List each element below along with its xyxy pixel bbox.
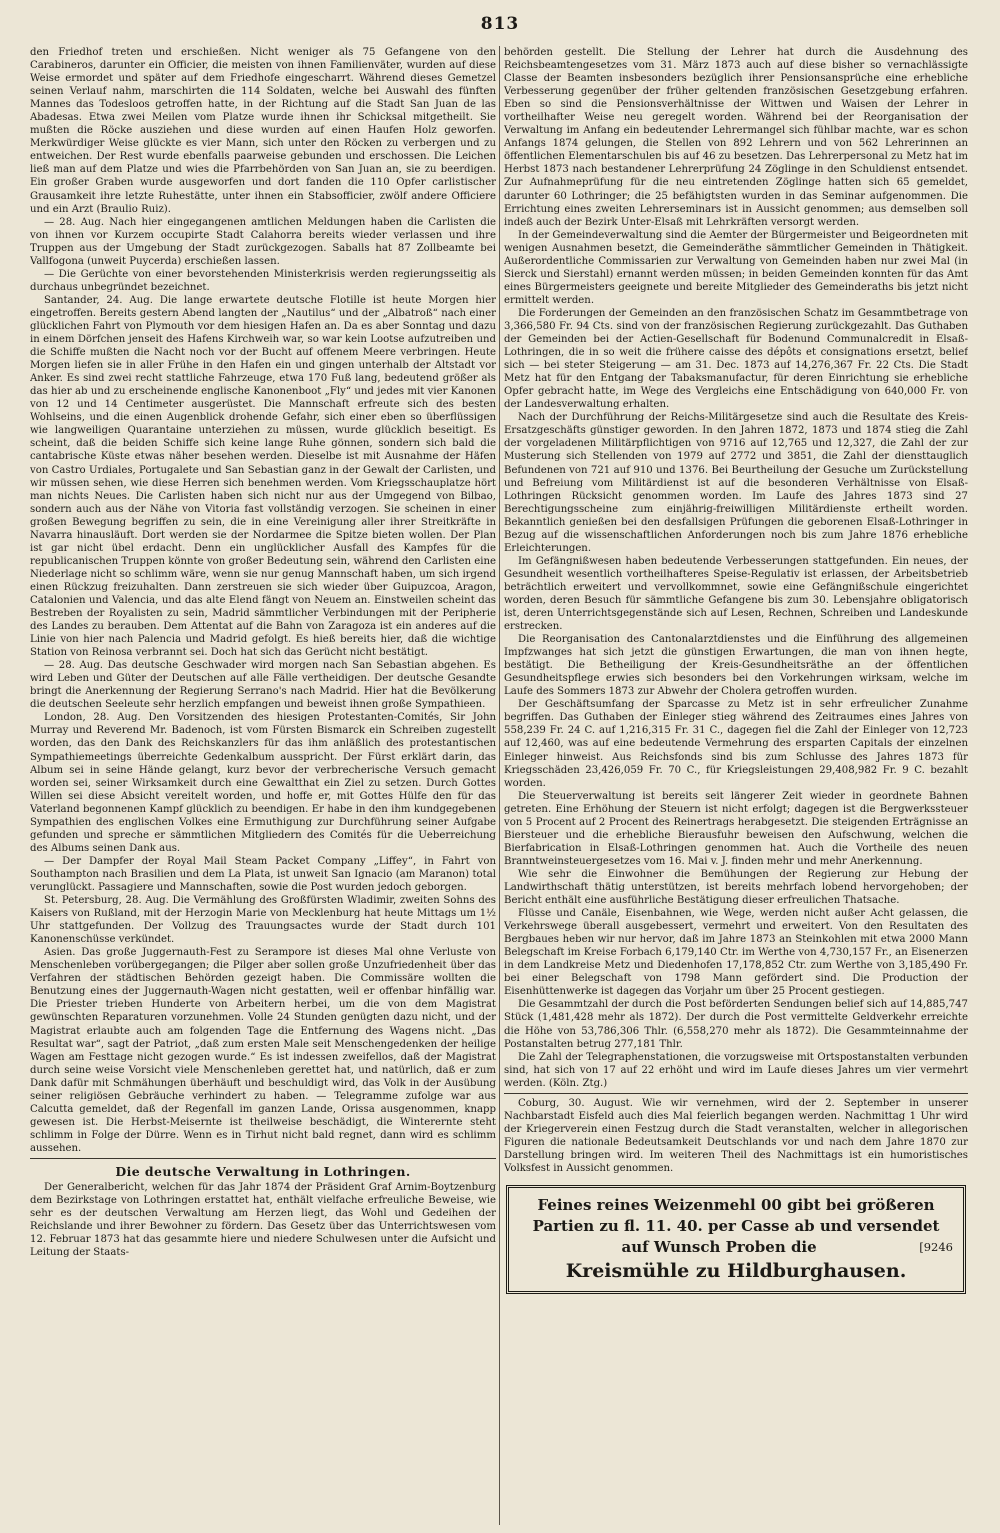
article-paragraph: Coburg, 30. August. Wie wir vernehmen, wird der 2. September in unserer Nachbarstadt Eisfeld auch dies Mal feierlich begangen werden. Nachmittag 1 Uhr wird der Kriegerverein einen Festzug durch die Stadt veranstalten, welcher in allegorischen Figuren die nationale Bedeutsamkeit Deutschlands vor und nach dem Jahre 1870 zur Darstellung bringen wird. Im weiteren Theil des Nachmittags ist ein humoristisches Volksfest in Aussicht genommen. [504, 1097, 968, 1174]
article-paragraph: Flüsse und Canäle, Eisenbahnen, wie Wege, werden nicht außer Acht gelassen, die Verkehrswege überall ausgebessert, vermehrt und erweitert. Von den Resultaten des Bergbaues heben wir nur hervor, daß im Jahre 1873 an Steinkohlen mit etwa 2000 Mann Belegschaft im Kreise Forbach 6,179,140 Ctr. im Werthe von 4,730,157 Fr., an Eisenerzen in dem Landkreise Metz und Diedenhofen 17,178,852 Ctr. zum Werthe von 3,185,490 Fr. bei einer Belegschaft von 1798 Mann gefördert sind. Die Production der Eisenhüttenwerke ist dagegen das Vorjahr um über 25 Procent gestiegen. [504, 908, 968, 998]
article-paragraph: In der Gemeindeverwaltung sind die Aemter der Bürgermeister und Beigeordneten mit wenigen Ausnahmen besetzt, die Gemeinderäthe sämmtlicher Gemeinden in Thätigkeit. Außerordentliche Commissarien zur Verwaltung von Gemeinden haben nur zwei Mal (in Sierck und Sierstahl) ernannt werden müssen; in beiden Gemeinden konnten für das Amt eines Bürgermeisters geeignete und bereite Mitglieder des Gemeinderaths bis jetzt nicht ermittelt werden. [504, 229, 968, 306]
article-paragraph: den Friedhof treten und erschießen. Nicht weniger als 75 Gefangene von den Carabineros, darunter ein Officier, die meisten von ihnen Familienväter, wurden auf diese Weise ermordet und später auf dem Friedhofe eingescharrt. Während dieses Gemetzel seinen Verlauf nahm, marschirten die 114 Soldaten, welche bei Auswahl des fünften Mannes das Todesloos getroffen hatte, in der Richtung auf die Stadt San Juan de las Abadesas. Etwa zwei Meilen vom Platze wurde ihnen ihr Schicksal mitgetheilt. Sie mußten die Röcke ausziehen und diese wurden auf einen Haufen Holz geworfen. Merkwürdiger Weise glückte es vier Mann, sich unter den Röcken zu verbergen und zu entweichen. Der Rest wurde ebenfalls paarweise gebunden und erschossen. Die Leichen ließ man auf dem Platze und wies die Pfarrbehörden von San Juan an, sie zu beerdigen. Ein großer Graben wurde ausgeworfen und dort fanden die 110 Opfer carlistischer Grausamkeit ihre letzte Ruhestätte, unter ihnen ein Stabsofficier, zwölf andere Officiere und ein Arzt (Braulio Ruiz). [30, 47, 496, 215]
article-paragraph: Die Forderungen der Gemeinden an den französischen Schatz im Gesammtbetrage von 3,366,580 Fr. 94 Cts. sind von der französischen Regierung zurückgezahlt. Das Guthaben der Gemeinden bei der Actien-Gesellschaft für Bodenund Communalcredit in Elsaß-Lothringen, die in so weit die frühere caisse des dépôts et consignations ersetzt, belief sich — bei steter Steigerung — am 31. Dec. 1873 auf 14,276,367 Fr. 22 Cts. Die Stadt Metz hat für den Entgang der Tabaksmanufactur, für deren Einrichtung sie erhebliche Opfer gebracht hatte, im Wege des Vergleichs eine Entschädigung von 640,000 Fr. von der Landesverwaltung erhalten. [504, 307, 968, 411]
article-paragraph: Die Steuerverwaltung ist bereits seit längerer Zeit wieder in geordnete Bahnen getreten. Eine Erhöhung der Steuern ist nicht erfolgt; dagegen ist die Bergwerkssteuer von 5 Procent auf 2 Procent des Reinertrags herabgesetzt. Die steigenden Erträgnisse an Biersteuer und die erhebliche Bierausfuhr beweisen den Aufschwung, welchen die Bierfabrication in Elsaß-Lothringen genommen hat. Auch die Vortheile des neuen Branntweinsteuergesetzes vom 16. Mai v. J. finden mehr und mehr Anerkennung. [504, 790, 968, 867]
article-paragraph: Die Reorganisation des Cantonalarztdienstes und die Einführung des allgemeinen Impfzwanges hat sich jetzt die günstigen Erwartungen, die man von ihnen hegte, bestätigt. Die Betheiligung der Kreis-Gesundheitsräthe an der öffentlichen Gesundheitspflege erwies sich besonders bei den Vorkehrungen wirksam, welche im Laufe des Sommers 1873 zur Abwehr der Cholera getroffen wurden. [504, 634, 968, 698]
section-divider [30, 1158, 496, 1159]
ad-line: Feines reines Weizenmehl 00 gibt bei größeren [537, 1196, 935, 1215]
section-divider [504, 1093, 968, 1094]
article-paragraph: Santander, 24. Aug. Die lange erwartete deutsche Flotille ist heute Morgen hier eingetroffen. Bereits gestern Abend langten der „Nautilus“ und der „Albatroß“ nach einer glücklichen Fahrt von Plymouth vor dem hiesigen Hafen an. Da es aber Sonntag und dazu in einem Dörfchen jenseit des Hafens Kirchweih war, so war kein Lootse aufzutreiben und die Schiffe mußten die Nacht noch vor der Bucht auf offenem Meere verbringen. Heute Morgen liefen sie in aller Frühe in den Hafen ein und gingen unterhalb der Altstadt vor Anker. Es sind zwei recht stattliche Fahrzeuge, etwa 170 Fuß lang, bedeutend größer als das hier ab und zu erscheinende englische Kanonenboot „Fly“ und jedes mit vier Kanonen von 12 und 14 Centimeter ausgerüstet. Die Mannschaft erfreute sich des besten Wohlseins, und die einen Augenblick drohende Gefahr, sich einer eben so überflüssigen wie langweiligen Quarantaine unterziehen zu müssen, wurde glücklich beseitigt. Es scheint, daß die beiden Schiffe sich keine lange Ruhe gönnen, sondern sich bald die cantabrische Küste etwas näher besehen werden. Dieselbe ist mit Ausnahme der Häfen von Castro Urdiales, Portugalete und San Sebastian ganz in der Gewalt der Carlisten, und wir müssen sehen, wie diese Herren sich benehmen werden. Vom Kriegsschauplatze hört man nichts Neues. Die Carlisten haben sich nicht nur aus der Umgegend von Bilbao, sondern auch aus der Nähe von Vitoria fast vollständig verzogen. Sie scheinen in einer großen Bewegung begriffen zu sein, die in eine Vereinigung aller ihrer Streitkräfte in Navarra hinausläuft. Dort werden sie der Nordarmee die Spitze bieten wollen. Der Plan ist gar nicht übel erdacht. Denn ein unglücklicher Ausfall des Kampfes für die republicanischen Truppen könnte von großer Bedeutung sein, während den Carlisten eine Niederlage nicht so schlimm wäre, wenn sie nur genug Mannschaft haben, um sich irgend einen Rückzug freizuhalten. Dann zerstreuen sie sich wieder über Guipuzcoa, Aragon, Catalonien und Valencia, und das alte Elend fängt von Neuem an. Einstweilen scheint das Bestreben der Royalisten zu sein, Madrid sämmtlicher Verbindungen mit der Peripherie des Landes zu berauben. Dem Attentat auf die Bahn von Zaragoza ist ein anderes auf die Linie von hier nach Palencia und Madrid gefolgt. Es hieß bereits hier, daß die wichtige Station von Reinosa verbrannt sei. Doch hat sich das Gerücht nicht bestätigt. [30, 294, 496, 659]
article-paragraph: — 28. Aug. Nach hier eingegangenen amtlichen Meldungen haben die Carlisten die von ihnen vor Kurzem occupirte Stadt Calahorra bereits wieder verlassen und ihre Truppen aus der Umgebung der Stadt zurückgezogen. Saballs hat 87 Zollbeamte bei Vallfogona (unweit Puycerda) erschießen lassen. [30, 216, 496, 267]
ad-line: auf Wunsch Proben die [621, 1238, 817, 1257]
article-paragraph: Asien. Das große Juggernauth-Fest zu Serampore ist dieses Mal ohne Verluste von Menschenleben vorübergegangen; die Pilger aber sollen große Unzufriedenheit über das Verfahren der städtischen Behörden gezeigt haben. Die Commissäre wollten die Benutzung eines der Juggernauth-Wagen nicht gestatten, weil er offenbar hinfällig war. Die Priester trieben Hunderte von Arbeitern herbei, um die von dem Magistrat gewünschten Reparaturen vorzunehmen. Volle 24 Stunden genügten dazu nicht, und der Magistrat erlaubte auch am folgenden Tage die Entfernung des Wagens nicht. „Das Resultat war“, sagt der Patriot, „daß zum ersten Male seit Menschengedenken der heilige Wagen am Festtage nicht gezogen wurde.“ Es ist indessen zweifellos, daß der Magistrat durch seine weise Vorsicht viele Menschenleben gerettet hat, und natürlich, daß er zum Dank dafür mit Schmähungen überhäuft und beschuldigt wird, das Volk in der Ausübung seiner religiösen Gebräuche verhindert zu haben. — Telegramme zufolge war aus Calcutta gemeldet, daß der Regenfall im ganzen Lande, Orissa ausgenommen, knapp gewesen ist. Die Herbst-Meisernte ist theilweise beschädigt, die Winterernte steht schlimm in Folge der Dürre. Wenn es in Tirhut nicht bald regnet, dann wird es schlimm aussehen. [30, 947, 496, 1154]
ad-code: [9246 [919, 1240, 953, 1255]
article-paragraph: London, 28. Aug. Den Vorsitzenden des hiesigen Protestanten-Comités, Sir John Murray und Reverend Mr. Badenoch, ist vom Fürsten Bismarck ein Schreiben zugestellt worden, das den Dank des Reichskanzlers für das ihm anläßlich des protestantischen Sympathiemeetings überreichte Gedenkalbum ausspricht. Der Fürst erklärt darin, das Album sei in seine Hände gelangt, kurz bevor der verbrecherische Versuch gemacht worden sei, seiner Wirksamkeit durch eine Gewaltthat ein Ziel zu setzen. Durch Gottes Willen sei diese Absicht vereitelt worden, und hoffe er, mit Gottes Hülfe den für das Vaterland begonnenen Kampf glücklich zu beendigen. Er habe in den ihm kundgegebenen Sympathien des englischen Volkes eine Ermuthigung zur Durchführung seiner Aufgabe gefunden und spreche er sämmtlichen Mitgliedern des Comités für die Ueberreichung des Albums seinen Dank aus. [30, 712, 496, 854]
ad-line-with-code [519, 1237, 953, 1258]
article-paragraph: Die Zahl der Telegraphenstationen, die vorzugsweise mit Ortspostanstalten verbunden sind, hat sich von 17 auf 22 erhöht und wird im Laufe dieses Jahres um vier vermehrt werden. (Köln. Ztg.) [504, 1051, 968, 1089]
right-column [504, 46, 968, 1525]
article-paragraph: St. Petersburg, 28. Aug. Die Vermählung des Großfürsten Wladimir, zweiten Sohns des Kaisers von Rußland, mit der Herzogin Marie von Mecklenburg hat heute Mittags um 1½ Uhr stattgefunden. Der Vollzug des Trauungsactes wurde der Stadt durch 101 Kanonenschüsse verkündet. [30, 895, 496, 946]
advertisement-box [506, 1185, 966, 1294]
article-paragraph: Wie sehr die Einwohner die Bemühungen der Regierung zur Hebung der Landwirthschaft thätig unterstützen, ist bereits mehrfach lobend hervorgehoben; der Bericht enthält eine ausführliche Bestätigung dieser erfreulichen Thatsache. [504, 868, 968, 907]
ad-line: Partien zu fl. 11. 40. per Casse ab und versendet [532, 1217, 940, 1236]
section-heading: Die deutsche Verwaltung in Lothringen. [115, 1163, 411, 1179]
column-divider [499, 46, 500, 1525]
article-paragraph: Die Gesammtzahl der durch die Post beförderten Sendungen belief sich auf 14,885,747 Stück (1,481,428 mehr als 1872). Der durch die Post vermittelte Geldverkehr erreichte die Höhe von 53,786,306 Thlr. (6,558,270 mehr als 1872). Die Gesammteinnahme der Postanstalten betrug 277,181 Thlr. [504, 999, 968, 1050]
ad-headline: Kreismühle zu Hildburghausen. [565, 1260, 907, 1283]
page-number: 813 [480, 14, 520, 34]
article-paragraph: — Die Gerüchte von einer bevorstehenden Ministerkrisis werden regierungsseitig als durchaus unbegründet bezeichnet. [30, 268, 496, 293]
article-paragraph: — 28. Aug. Das deutsche Geschwader wird morgen nach San Sebastian abgehen. Es wird Leben und Güter der Deutschen auf alle Fälle vertheidigen. Der deutsche Gesandte bringt die Anerkennung der Regierung Serrano's nach Madrid. Hier hat die Bevölkerung die deutschen Seeleute sehr herzlich empfangen und beweist ihnen große Sympathieen. [30, 660, 496, 711]
article-paragraph: Der Geschäftsumfang der Sparcasse zu Metz ist in sehr erfreulicher Zunahme begriffen. Das Guthaben der Einleger stieg während des Zeitraumes eines Jahres von 558,239 Fr. 24 C. auf 1,216,315 Fr. 31 C., dagegen fiel die Zahl der Einleger von 12,723 auf 12,460, was auf eine bedeutende Vermehrung des ersparten Capitals der einzelnen Einleger hinweist. Aus Reichsfonds sind bis zum Schlusse des Jahres 1873 für Kriegsschäden 23,426,059 Fr. 70 C., für Kriegsleistungen 29,408,982 Fr. 9 C. bezahlt worden. [504, 699, 968, 789]
article-paragraph: — Der Dampfer der Royal Mail Steam Packet Company „Liffey“, in Fahrt von Southampton nach Brasilien und dem La Plata, ist unweit San Ignacio (am Maranon) total verunglückt. Passagiere und Mannschaften, sowie die Post wurden jedoch geborgen. [30, 855, 496, 893]
article-paragraph: Der Generalbericht, welchen für das Jahr 1874 der Präsident Graf Arnim-Boytzenburg dem Bezirkstage von Lothringen erstattet hat, enthält vielfache erfreuliche Beweise, wie sehr es der deutschen Verwaltung am Herzen liegt, das Wohl und Gedeihen der Reichslande und ihrer Bewohner zu fördern. Das Gesetz über das Unterrichtswesen vom 12. Februar 1873 hat das gesammte hiere und niedere Schulwesen unter die Aufsicht und Leitung der Staats- [30, 1182, 496, 1259]
article-paragraph: behörden gestellt. Die Stellung der Lehrer hat durch die Ausdehnung des Reichsbeamtengesetzes vom 31. März 1873 auch auf diese bisher so vernachlässigte Classe der Beamten insbesonders bezüglich ihrer Pensionsansprüche eine erhebliche Verbesserung gegenüber der früher geltenden französischen Gesetzgebung erfahren. Eben so sind die Pensionsverhältnisse der Wittwen und Waisen der Lehrer in vortheilhafter Weise neu geregelt worden. Während bei der Reorganisation der Verwaltung im Anfang ein bedeutender Lehrermangel sich fühlbar machte, war es schon Anfangs 1874 gelungen, die Stellen von 892 Lehrern und von 562 Lehrerinnen an öffentlichen Elementarschulen bis auf 46 zu besetzen. Das Lehrerpersonal zu Metz hat im Herbst 1873 nach bestandener Lehrerprüfung 24 Zöglinge in den Schuldienst entsendet. Zur Aufnahmeprüfung für die neu eintretenden Zöglinge hatten sich 65 gemeldet, darunter 60 Lothringer; die 25 befähigtsten wurden in das Seminar aufgenommen. Die Errichtung eines zweiten Lehrerseminars ist in Aussicht genommen; aus demselben soll indeß auch der Bezirk Unter-Elsaß mit Lehrkräften versorgt werden. [504, 47, 968, 228]
article-paragraph: Nach der Durchführung der Reichs-Militärgesetze sind auch die Resultate des Kreis-Ersatzgeschäfts günstiger geworden. In den Jahren 1872, 1873 und 1874 stieg die Zahl der vorgeladenen Militärpflichtigen von 9716 auf 12,765 und 12,327, die Zahl der zur Musterung sich Stellenden von 1979 auf 2772 und 3851, die Zahl der diensttauglich Befundenen von 721 auf 910 und 1376. Bei Beurtheilung der Gesuche um Zurückstellung und Befreiung vom Militärdienst ist auf die besonderen Verhältnisse von Elsaß-Lothringen Rücksicht genommen worden. Im Laufe des Jahres 1873 sind 27 Berechtigungsscheine zum einjährig-freiwilligen Militärdienste ertheilt worden. Bekanntlich genießen bei den desfallsigen Prüfungen die geborenen Elsaß-Lothringer in Bezug auf die wissenschaftlichen Anforderungen noch bis zum Jahre 1876 erhebliche Erleichterungen. [504, 412, 968, 554]
left-column [30, 46, 496, 1525]
article-paragraph: Im Gefängnißwesen haben bedeutende Verbesserungen stattgefunden. Ein neues, der Gesundheit wesentlich vortheilhafteres Speise-Regulativ ist erlassen, der Arbeitsbetrieb beträchtlich erweitert und vervollkommnet, sowie eine Gefängnißschule eingerichtet worden, deren Besuch für sämmtliche Gefangene bis zum 30. Lebensjahre obligatorisch ist, deren Unterrichtsgegenstände sich auf Lesen, Rechnen, Schreiben und Landeskunde erstrecken. [504, 555, 968, 633]
